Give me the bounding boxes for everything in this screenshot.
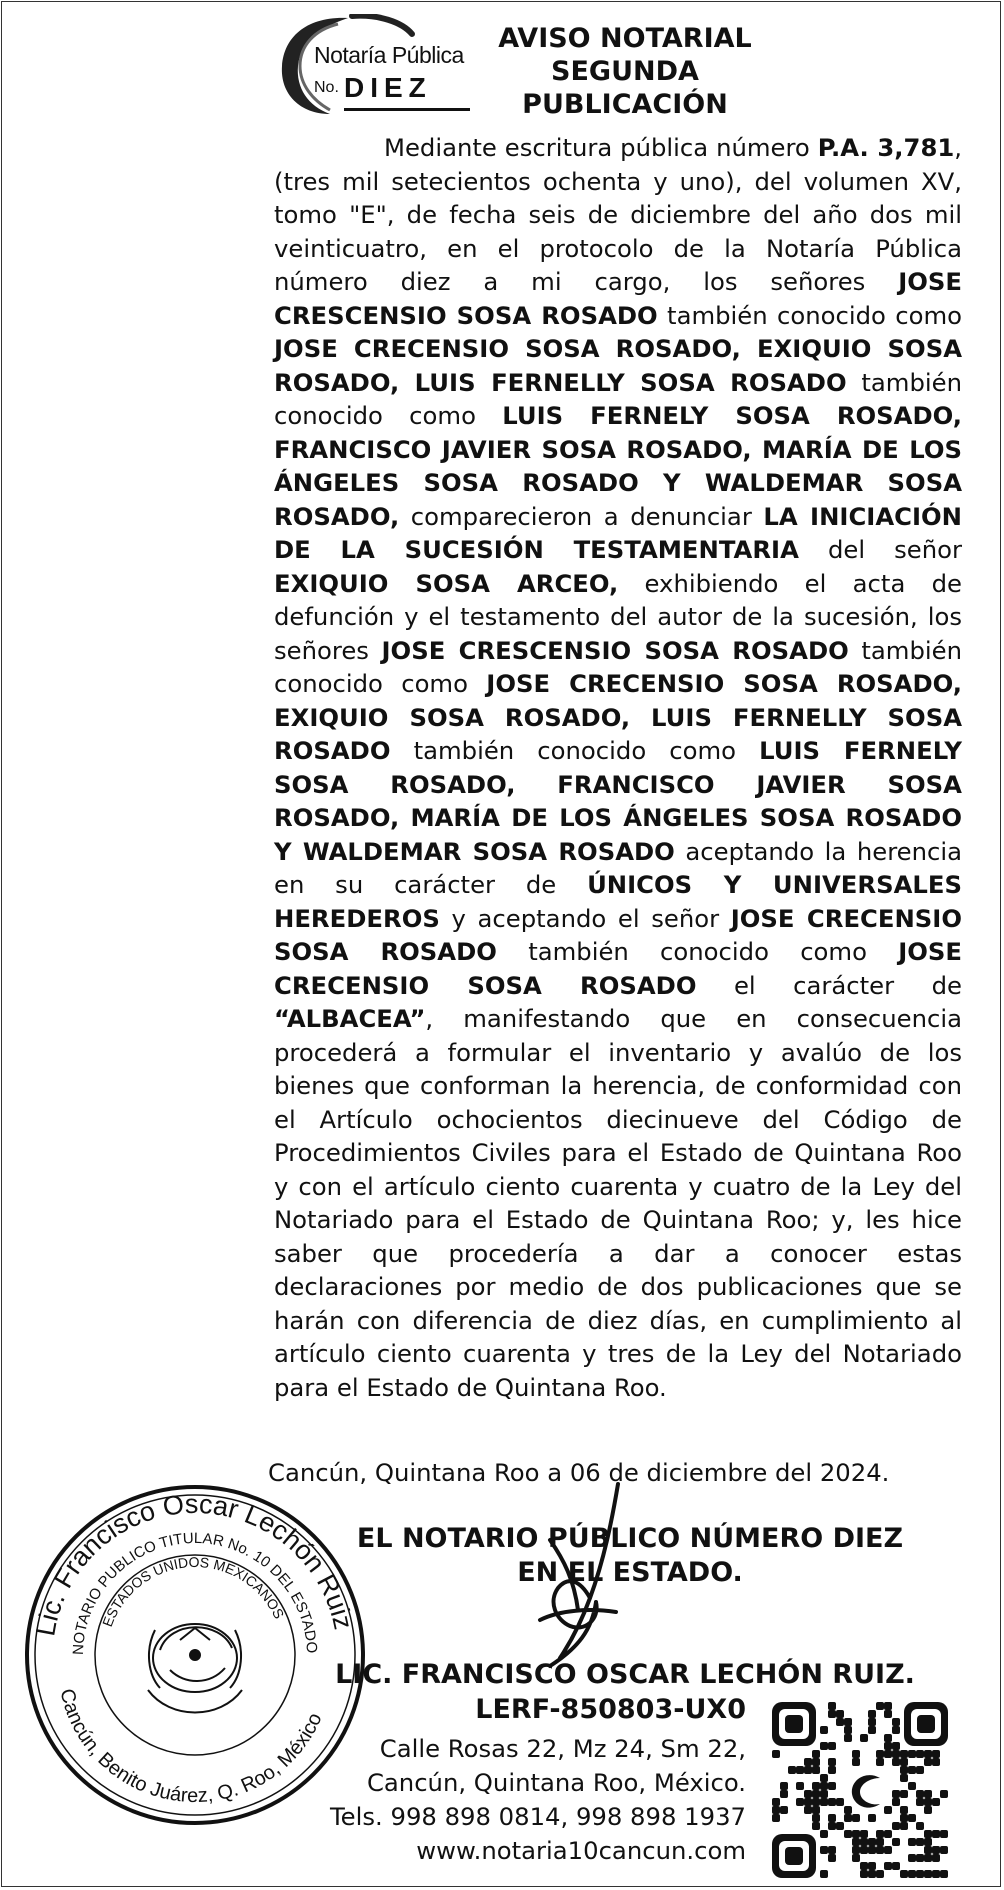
deed-number: P.A. 3,781 (817, 133, 955, 162)
logo-number-prefix: No. (314, 79, 339, 96)
party-names: LUIS FERNELY SOSA ROSADO, FRANCISCO JAVIER SOSA ROSADO, MARÍA DE LOS ÁNGELES SOSA ROSADO Y WALDEMAR SOSA ROSADO (274, 736, 962, 866)
notary-contact (300, 1732, 746, 1868)
body-text-run: también conocido como (390, 736, 760, 765)
body-text-run: , (tres mil setecientos ochenta y uno), del volumen XV, tomo "E", de fecha seis de diciembre del año dos mil veinticuatro, en el protocolo de la Notaría Pública número diez a mi cargo, los señores (274, 133, 962, 296)
title-line-3: PUBLICACIÓN (522, 89, 728, 120)
logo-number: DIEZ (344, 72, 432, 103)
heir-role: ÚNICOS Y UNIVERSALES HEREDEROS (274, 870, 962, 933)
title-line-2: SEGUNDA (551, 56, 699, 87)
executor-role: “ALBACEA” (274, 1004, 426, 1033)
qr-code-icon[interactable] (770, 1700, 950, 1880)
body-text-run: exhibiendo el acta de defunción y el testamento del autor de la sucesión, los señores (274, 568, 962, 665)
address-line-1: Calle Rosas 22, Mz 24, Sm 22, (379, 1734, 746, 1763)
handwritten-signature-icon (520, 1480, 630, 1670)
notary-title-line-1: EL NOTARIO PÚBLICO NÚMERO DIEZ (356, 1523, 904, 1554)
body-text-run: del señor (798, 535, 962, 564)
seal-bottom-text: Cancún, Benito Juárez, Q. Roo, México (55, 1686, 327, 1808)
notary-title-block (330, 1522, 930, 1590)
notice-body (274, 131, 962, 1404)
party-name: JOSE CRECENSIO SOSA ROSADO (274, 903, 962, 966)
party-name: JOSE CRESCENSIO SOSA ROSADO (274, 267, 962, 330)
notaria-logo (278, 14, 476, 116)
party-names: JOSE CRECENSIO SOSA ROSADO, EXIQUIO SOSA ROSADO, LUIS FERNELLY SOSA ROSADO (274, 334, 962, 397)
seal-inner-text: NOTARIO PUBLICO TITULAR No. 10 DEL ESTADO (69, 1529, 321, 1656)
seal-center-text: ESTADOS UNIDOS MEXICANOS (99, 1553, 288, 1629)
body-text-run: también conocido como (274, 367, 962, 430)
body-text-run: Mediante escritura pública número (384, 133, 818, 162)
notice-title (480, 22, 770, 121)
notary-name: LIC. FRANCISCO OSCAR LECHÓN RUIZ. (335, 1659, 915, 1690)
decedent-name: EXIQUIO SOSA ARCEO, (274, 568, 619, 598)
body-text-run: comparecieron a denunciar (399, 501, 764, 531)
date-line: Cancún, Quintana Roo a 06 de diciembre del 2024. (268, 1458, 890, 1487)
party-name: JOSE CRECENSIO SOSA ROSADO (274, 937, 962, 1000)
logo-title: Notaría Pública (314, 42, 464, 68)
body-text-run: y aceptando el señor (439, 903, 731, 933)
website-link[interactable]: www.notaria10cancun.com (416, 1836, 746, 1865)
notary-title-line-2: EN EL ESTADO. (517, 1557, 743, 1588)
body-paragraph (274, 131, 962, 1404)
party-names: JOSE CRECENSIO SOSA ROSADO, EXIQUIO SOSA ROSADO, LUIS FERNELLY SOSA ROSADO (274, 669, 963, 765)
body-text-run: también conocido como (274, 635, 962, 698)
body-text-run: aceptando la herencia en su carácter de (274, 836, 962, 899)
address-line-2: Cancún, Quintana Roo, México. (366, 1768, 746, 1797)
body-text-run: el carácter de (696, 970, 962, 1000)
phone-numbers: Tels. 998 898 0814, 998 898 1937 (329, 1802, 746, 1831)
procedure-name: LA INICIACIÓN DE LA SUCESIÓN TESTAMENTARIA (274, 501, 962, 564)
logo-rule (344, 108, 470, 111)
party-names: LUIS FERNELY SOSA ROSADO, FRANCISCO JAVIER SOSA ROSADO, MARÍA DE LOS ÁNGELES SOSA ROSADO Y WALDEMAR SOSA ROSADO, (274, 401, 963, 531)
title-line-1: AVISO NOTARIAL (498, 23, 752, 54)
body-text-run: también conocido como (496, 937, 899, 966)
seal-outer-text: Lic. Francisco Oscar Lechón Ruiz (30, 1488, 359, 1639)
party-name: JOSE CRESCENSIO SOSA ROSADO (381, 635, 849, 665)
body-text-run: también conocido como (657, 300, 962, 330)
body-text-run: , manifestando que en consecuencia procederá a formular el inventario y avalúo de los bienes que conforman la herencia, de conformidad con el Artículo ochocientos diecinueve del Código de Procedimientos Civiles para el Estado de Quintana Roo y con el artículo ciento cuarenta y cuatro de la Ley del Notariado para el Estado de Quintana Roo; y, les hice saber que procedería a dar a conocer estas declaraciones por medio de dos publicaciones que se harán con diferencia de diez días, en cumplimiento al artículo ciento cuarenta y tres de la Ley del Notariado para el Estado de Quintana Roo. (274, 1004, 962, 1402)
notary-rfc: LERF-850803-UX0 (475, 1694, 746, 1725)
